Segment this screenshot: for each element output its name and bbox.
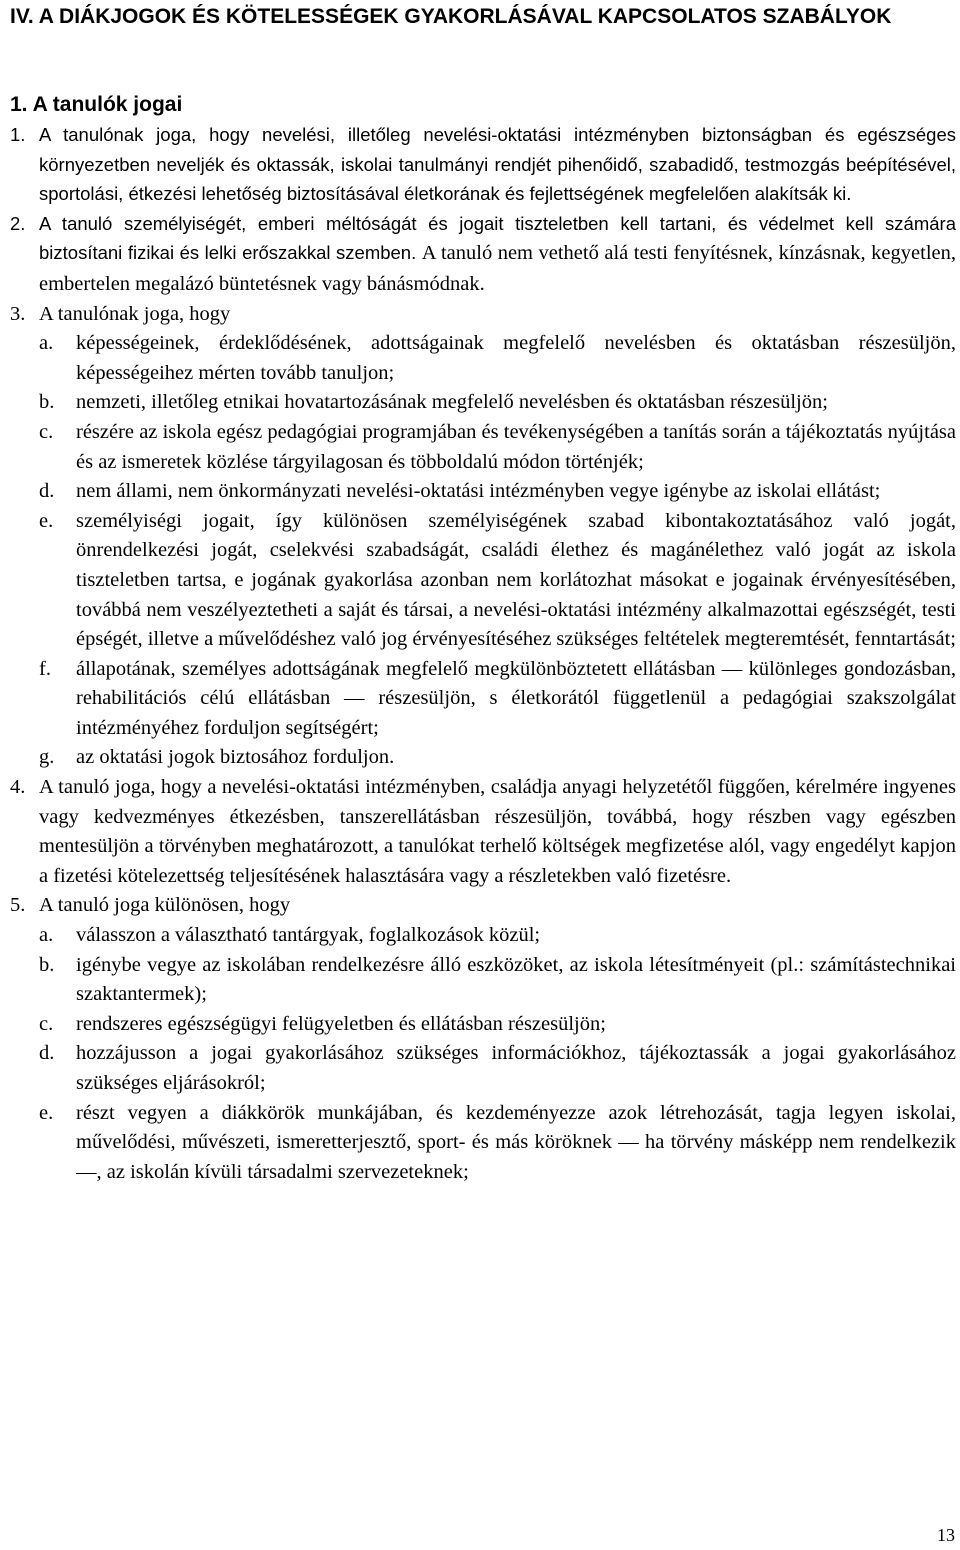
sub-item-letter: b. <box>39 391 55 414</box>
sub-item-text: részére az iskola egész pedagógiai programjában és tevékenységében a tanítás során a tájékoztatás nyújtása és az ismeretek közlése tárgyilagosan és többoldalú módon történjék; <box>76 420 956 473</box>
sub-item <box>10 951 956 1010</box>
sub-item <box>10 507 956 655</box>
list-item-5 <box>10 891 956 921</box>
list-item-number: 3. <box>10 302 26 325</box>
list-item-number: 2. <box>10 212 26 234</box>
item-5-sublist <box>10 921 956 1187</box>
sub-item <box>10 921 956 951</box>
chapter-title: IV. A DIÁKJOGOK ÉS KÖTELESSÉGEK GYAKORLÁSÁVAL KAPCSOLATOS SZABÁLYOK <box>10 5 892 28</box>
sub-item <box>10 477 956 507</box>
sub-item-text: az oktatási jogok biztosához forduljon. <box>76 746 395 769</box>
list-item-number: 4. <box>10 776 26 799</box>
sub-item-text: képességeinek, érdeklődésének, adottságainak megfelelő nevelésben és oktatásban részesüljön, képességeihez mérten tovább tanuljon; <box>76 332 956 384</box>
sub-item-text: állapotának, személyes adottságának megfelelő megkülönböztetett ellátásban — különleges gondozásban, rehabilitációs célú ellátásban — részesüljön, s életkorától függetlenül a pedagógiai szakszolgálat intézményéhez forduljon segítségért; <box>76 657 956 739</box>
sub-item-letter: f. <box>39 657 51 680</box>
page-number: 13 <box>937 1525 955 1545</box>
sub-item-text: nemzeti, illetőleg etnikai hovatartozásának megfelelő nevelésben és oktatásban részesüljön; <box>76 391 828 414</box>
list-item-1 <box>10 120 956 209</box>
sub-item <box>10 329 956 388</box>
sub-item-text: részt vegyen a diákkörök munkájában, és kezdeményezze azok létrehozását, tagja legyen iskolai, művelődési, művészeti, ismeretterjesztő, sport- és más köröknek — ha törvény másképp nem rendelkezik —, az iskolán kívüli társadalmi szervezeteknek; <box>76 1101 956 1183</box>
section-title: 1. A tanulók jogai <box>10 93 183 116</box>
list-item-text-sans: A tanuló személyiségét, emberi méltóságát és jogait tiszteletben kell tartani, és védelmet kell számára biztosítani fizikai és lelki erőszakkal szemben. <box>39 212 956 264</box>
sub-item-letter: c. <box>39 420 54 443</box>
sub-item <box>10 388 956 418</box>
sub-item-letter: a. <box>39 332 54 355</box>
sub-item <box>10 655 956 744</box>
list-item-2 <box>10 209 956 300</box>
sub-item-letter: b. <box>39 953 55 976</box>
sub-item <box>10 1010 956 1040</box>
list-item-4 <box>10 773 956 891</box>
sub-item-letter: g. <box>39 746 55 769</box>
sub-item-text: hozzájusson a jogai gyakorlásához szükséges információkhoz, tájékoztassák a jogai gyakorlásához szükséges eljárásokról; <box>76 1042 956 1094</box>
list-item-text: A tanulónak joga, hogy <box>39 302 231 325</box>
sub-item-letter: d. <box>39 1042 55 1065</box>
sub-item-text: igénybe vegye az iskolában rendelkezésre álló eszközöket, az iskola létesítményeit (pl.: számítástechnikai szaktantermek); <box>76 953 956 1006</box>
sub-item-text: személyiségi jogait, így különösen személyiségének szabad kibontakoztatásához való jogát, önrendelkezési jogát, cselekvési szabadságát, családi élethez és magánélethez való jogát az iskola tiszteletben tartsa, e jogának gyakorlása azonban nem korlátozhat másokat e jogainak érvényesítésében, továbbá nem veszélyeztetheti a saját és társai, a nevelési-oktatási intézmény alkalmazottai egészségét, testi épségét, illetve a művelődéshez való jog érvényesítéséhez szükséges feltételek megteremtését, fenntartását; <box>76 509 956 651</box>
list-item-text: A tanuló joga, hogy a nevelési-oktatási intézményben, családja anyagi helyzetétől függően, kérelmére ingyenes vagy kedvezményes étkezésben, tanszerellátásban részesüljön, továbbá, hogy részben vagy egészben mentesüljön a törvényben meghatározott, a tanulókat terhelő költségek megfizetése alól, vagy engedélyt kapjon a fizetési kötelezettség teljesítésének halasztására vagy a részletekben való fizetésre. <box>39 776 956 887</box>
list-item-number: 5. <box>10 894 26 917</box>
sub-item-letter: a. <box>39 924 54 947</box>
sub-item-text: rendszeres egészségügyi felügyeletben és ellátásban részesüljön; <box>76 1012 606 1035</box>
item-3-sublist <box>10 329 956 773</box>
sub-item-text: válasszon a választható tantárgyak, foglalkozások közül; <box>76 924 541 947</box>
list-item-text: A tanuló joga különösen, hogy <box>39 894 291 917</box>
list-item-3 <box>10 300 956 330</box>
list-item-text <box>39 209 956 300</box>
document-page <box>10 2 956 1187</box>
sub-item <box>10 418 956 477</box>
list-item-text: A tanulónak joga, hogy nevelési, illetőleg nevelési-oktatási intézményben biztonságban és egészséges környezetben neveljék és oktassák, iskolai tanulmányi rendjét pihenőidő, szabadidő, testmozgás beépítésével, sportolási, étkezési lehetőség biztosításával életkorának és fejlettségének megfelelően alakítsák ki. <box>39 124 956 205</box>
sub-item-letter: e. <box>39 1101 54 1124</box>
list-item-number: 1. <box>10 124 26 145</box>
sub-item <box>10 743 956 773</box>
sub-item-text: nem állami, nem önkormányzati nevelési-oktatási intézményben vegye igénybe az iskolai ellátást; <box>76 480 881 503</box>
sub-item-letter: e. <box>39 509 54 532</box>
sub-item-letter: d. <box>39 480 55 503</box>
sub-item <box>10 1039 956 1098</box>
sub-item-letter: c. <box>39 1012 54 1035</box>
sub-item <box>10 1099 956 1188</box>
list-item-text-serif: A tanuló nem vethető alá testi fenyítésnek, kínzásnak, kegyetlen, embertelen megalázó büntetésnek vagy bánásmódnak. <box>39 242 956 295</box>
